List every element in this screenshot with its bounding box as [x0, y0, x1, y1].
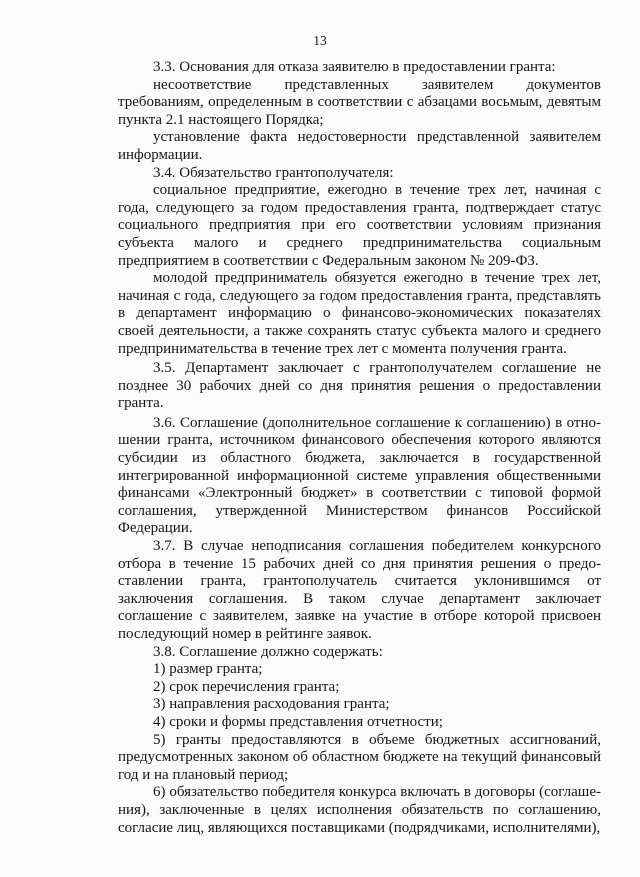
page-number: 13: [313, 33, 327, 48]
paragraph-3-7: 3.7. В случае неподписания соглашения победителем конкурсного отбора в течение 15 рабочих дней со дня принятия решения о предоставлении гранта, грантополучатель считается уклонившимся от заключения соглашения. В таком случае департамент заключает соглашение с заявителем, заявке на участие в отборе которой присвоен последующий номер в рейтинге заявок.: [118, 538, 601, 642]
list-item-3: 3) направления расходования гранта;: [153, 696, 390, 713]
paragraph-young-entrepreneur: молодой предприниматель обязуется ежегодно в течение трех лет, начиная с года, следующего за годом предоставления гранта, представлять в департамент информацию о финансово-экономических показателях своей деятельности, а также сохранять статус субъекта малого и среднего предпринимательства в течение трех лет с момента получения гранта.: [118, 270, 601, 357]
list-item-4: 4) сроки и формы представления отчетности;: [153, 713, 443, 730]
paragraph-3-8-heading: 3.8. Соглашение должно содержать:: [153, 643, 383, 660]
paragraph-3-6: 3.6. Соглашение (дополнительное соглашение к соглашению) в отношении гранта, источником финансового обеспечения которого являются субсидии из областного бюджета, заключается в государственной интегрированной информационной системе управления общественными финансами «Электронный бюджет» в соответствии с типовой формой соглашения, утвержденной Министерством финансов Российской Федерации.: [118, 414, 601, 537]
paragraph-refusal-reason-2: установление факта недостоверности представленной заявителем информации.: [118, 129, 601, 163]
list-item-5: 5) гранты предоставляются в объеме бюджетных ассигнований, предусмотренных законом об областном бюджете на текущий финансовый год и на плановый период;: [118, 731, 601, 783]
list-item-1: 1) размер гранта;: [153, 661, 263, 678]
list-item-2: 2) срок перечисления гранта;: [153, 678, 340, 695]
paragraph-3-4-heading: 3.4. Обязательство грантополучателя:: [153, 164, 394, 181]
document-body: [118, 59, 601, 837]
paragraph-refusal-reason-1: несоответствие представленных заявителем документов требованиям, определенным в соответствии с абзацами восьмым, девятым пункта 2.1 настоящего Порядка;: [118, 76, 601, 128]
paragraph-3-5: 3.5. Департамент заключает с грантополучателем соглашение не позднее 30 рабочих дней со дня принятия решения о предоставлении гранта.: [118, 360, 601, 412]
list-item-6: 6) обязательство победителя конкурса включать в договоры (соглашения), заключенные в целях исполнения обязательств по соглашению, согласие лиц, являющихся поставщиками (подрядчиками, исполнителями),: [118, 784, 601, 836]
paragraph-3-3-heading: 3.3. Основания для отказа заявителю в предоставлении гранта:: [153, 59, 556, 75]
paragraph-social-enterprise: социальное предприятие, ежегодно в течение трех лет, начиная с года, следующего за годом предоставления гранта, подтверждает статус социального предприятия при его соответствии условиям признания субъекта малого и среднего предпринимательства социальным предприятием в соответствии с Федеральным законом № 209-ФЗ.: [118, 182, 601, 269]
